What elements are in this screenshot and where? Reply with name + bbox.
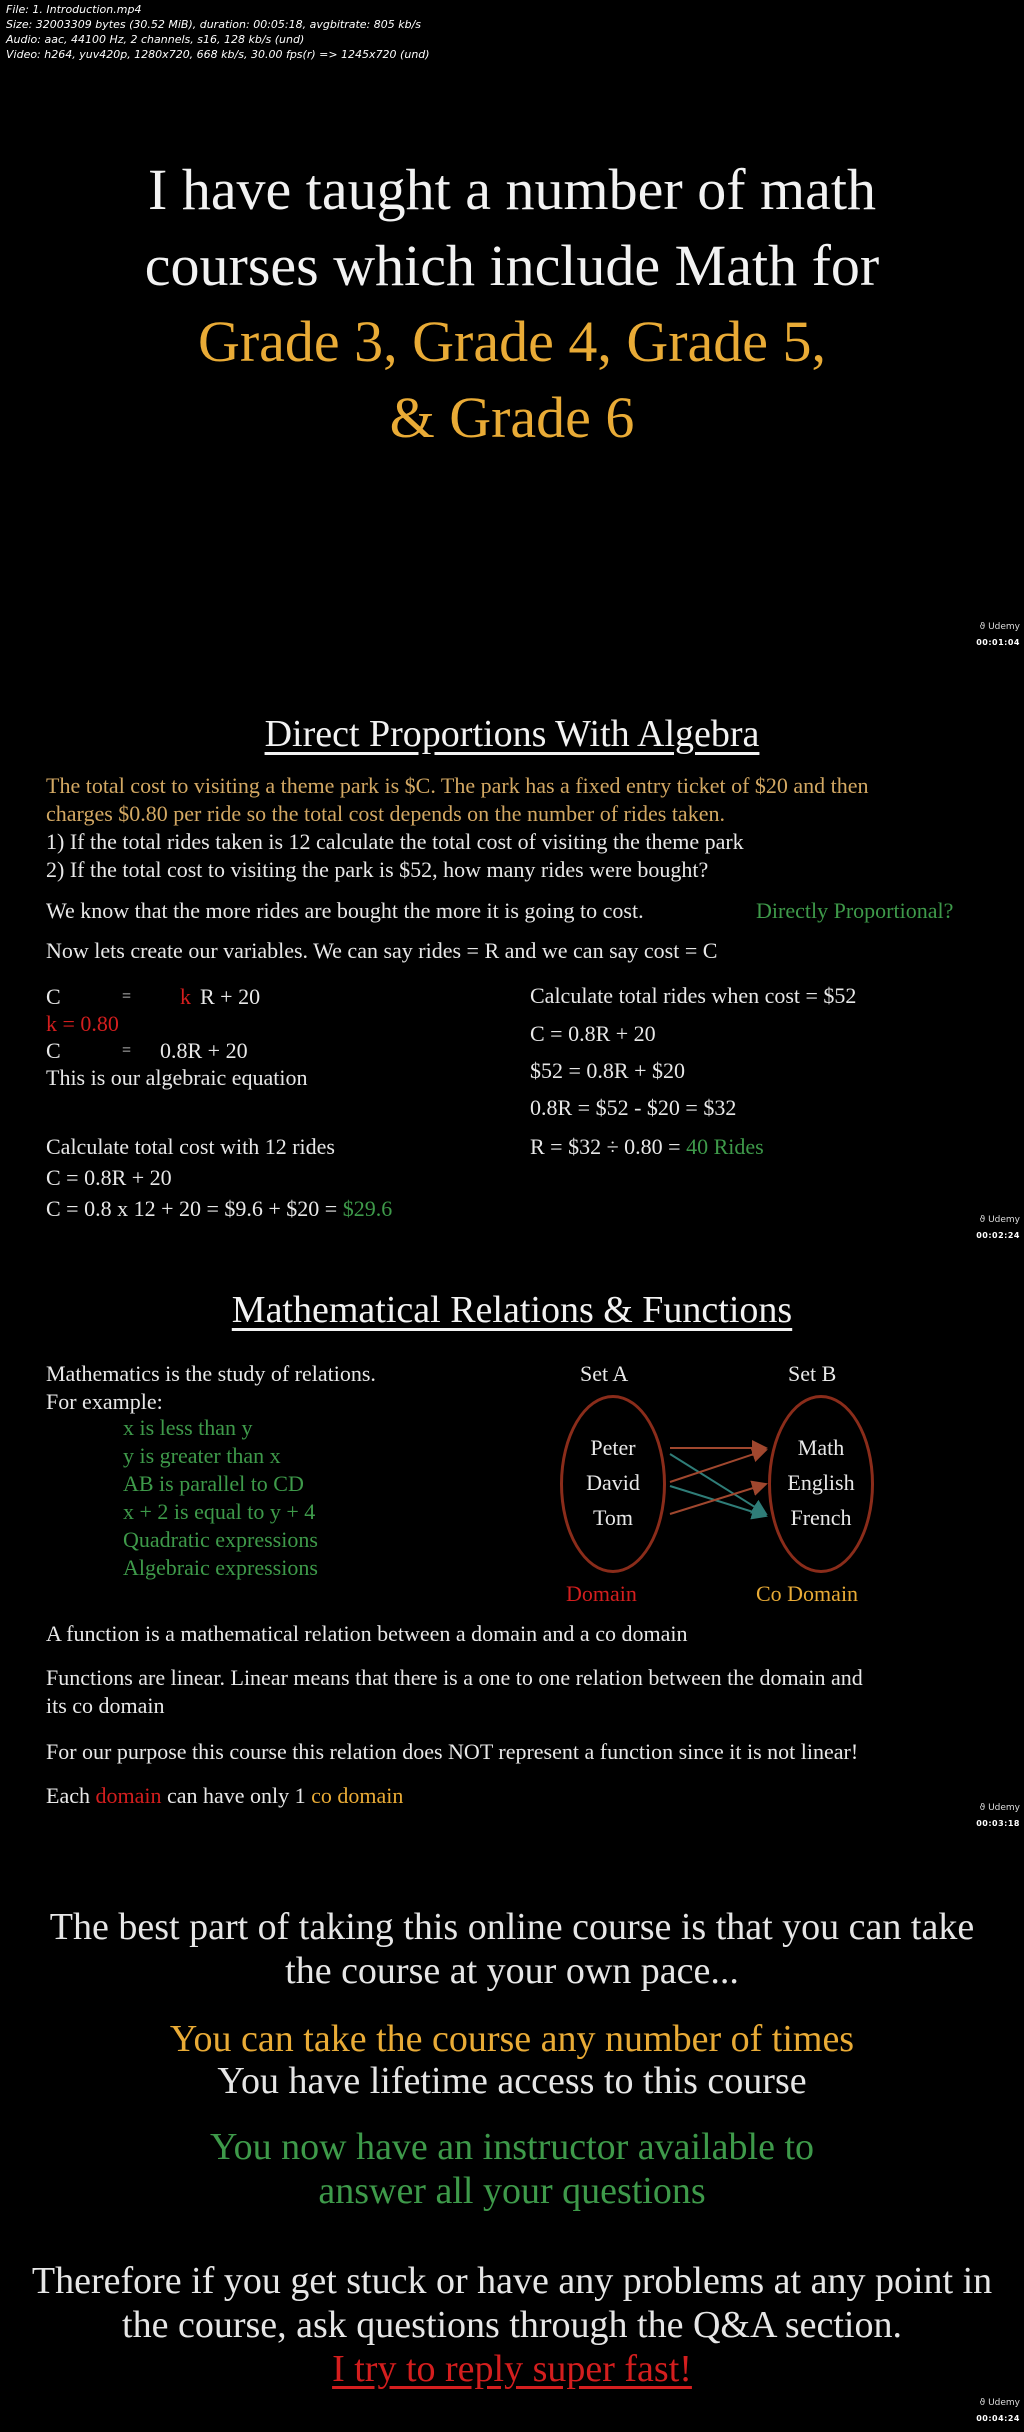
udemy-logo-icon: ϑ Udemy bbox=[979, 1803, 1020, 1813]
frame2-problem-line2: charges $0.80 per ride so the total cost depends on the number of rides taken. bbox=[46, 801, 725, 826]
frame4-line7: Therefore if you get stuck or have any problems at any point in bbox=[31, 2260, 993, 2302]
frame1-intro bbox=[0, 152, 1024, 456]
set-a-item: David bbox=[586, 1470, 640, 1495]
calc-rides-line2: $52 = 0.8R + $20 bbox=[530, 1058, 685, 1083]
file-metadata bbox=[6, 2, 430, 62]
set-a-items bbox=[560, 1430, 666, 1535]
example-item: Quadratic expressions bbox=[123, 1527, 318, 1552]
arrow-peter-french bbox=[670, 1454, 766, 1514]
frame2-question2: 2) If the total cost to visiting the park is $52, how many rides were bought? bbox=[46, 857, 709, 882]
eq1-rest: R + 20 bbox=[200, 984, 261, 1009]
example-item: x + 2 is equal to y + 4 bbox=[123, 1499, 316, 1524]
frame4-line9: I try to reply super fast! bbox=[332, 2348, 692, 2390]
codomain-label: Co Domain bbox=[756, 1581, 859, 1606]
eq2-c: C bbox=[46, 1038, 61, 1063]
frame4-line4: You have lifetime access to this course bbox=[217, 2060, 807, 2102]
domain-label: Domain bbox=[566, 1581, 637, 1606]
frame4-line2: the course at your own pace... bbox=[285, 1950, 739, 1992]
each-domain: domain bbox=[95, 1783, 162, 1808]
calc-rides-line1: C = 0.8R + 20 bbox=[530, 1021, 656, 1046]
calc-cost-answer: $29.6 bbox=[342, 1196, 393, 1221]
eq1-c: C bbox=[46, 984, 61, 1009]
each-line: Each domain can have only 1 co domain bbox=[46, 1783, 404, 1808]
for-example: For example: bbox=[46, 1389, 163, 1414]
meta-video: Video: h264, yuv420p, 1280x720, 668 kb/s, 30.00 fps(r) => 1245x720 (und) bbox=[6, 48, 430, 61]
frame4-timestamp: 00:04:24 bbox=[976, 2414, 1020, 2423]
calc-cost-line2: C = 0.8 x 12 + 20 = $9.6 + $20 = $29.6 bbox=[46, 1196, 393, 1221]
meta-audio: Audio: aac, 44100 Hz, 2 channels, s16, 128 kb/s (und) bbox=[6, 33, 305, 46]
frame2-directly-proportional: Directly Proportional? bbox=[756, 898, 954, 923]
eq1-k: k bbox=[180, 984, 191, 1009]
purpose-line: For our purpose this course this relation does NOT represent a function since it is not linear! bbox=[46, 1739, 859, 1764]
frame2-know: We know that the more rides are bought the more it is going to cost. bbox=[46, 898, 644, 923]
frame4-line3: You can take the course any number of times bbox=[169, 2018, 855, 2060]
frame2-problem-line1: The total cost to visiting a theme park is $C. The park has a fixed entry ticket of $20 and then bbox=[46, 773, 869, 798]
set-b-item: Math bbox=[797, 1435, 845, 1460]
relations-intro: Mathematics is the study of relations. bbox=[46, 1361, 376, 1386]
calc-rides-heading: Calculate total rides when cost = $52 bbox=[530, 983, 857, 1008]
each-codomain: co domain bbox=[311, 1783, 404, 1808]
arrow-tom-english bbox=[670, 1484, 766, 1514]
arrow-david-french bbox=[670, 1486, 766, 1516]
frame4-line1: The best part of taking this online course is that you can take bbox=[49, 1906, 975, 1948]
example-item: Algebraic expressions bbox=[123, 1555, 318, 1580]
udemy-logo-icon: ϑ Udemy bbox=[979, 1215, 1020, 1225]
frame1-watermark bbox=[960, 622, 1020, 647]
function-definition: A function is a mathematical relation between a domain and a co domain bbox=[46, 1621, 688, 1646]
frame3-timestamp: 00:03:18 bbox=[976, 1819, 1020, 1828]
k-value: k = 0.80 bbox=[46, 1011, 119, 1036]
example-item: AB is parallel to CD bbox=[123, 1471, 304, 1496]
udemy-logo-icon: ϑ Udemy bbox=[979, 622, 1020, 632]
linear-line1: Functions are linear. Linear means that there is a one to one relation between the domain and bbox=[46, 1665, 863, 1690]
frame3-title: Mathematical Relations & Functions bbox=[231, 1289, 793, 1331]
meta-file: File: 1. Introduction.mp4 bbox=[6, 3, 142, 16]
frame1-timestamp: 00:01:04 bbox=[976, 638, 1020, 647]
calc-cost-line1: C = 0.8R + 20 bbox=[46, 1165, 172, 1190]
set-b-label: Set B bbox=[788, 1361, 837, 1386]
frame3-watermark bbox=[960, 1803, 1020, 1828]
frame2-variables: Now lets create our variables. We can say rides = R and we can say cost = C bbox=[46, 938, 718, 963]
algebraic-equation-label: This is our algebraic equation bbox=[46, 1065, 308, 1090]
eq2-rest: 0.8R + 20 bbox=[160, 1038, 248, 1063]
set-b-item: English bbox=[787, 1470, 855, 1495]
frame1-line1: I have taught a number of math bbox=[148, 157, 876, 222]
calc-rides-answer: 40 Rides bbox=[686, 1134, 764, 1159]
frame4-line6: answer all your questions bbox=[318, 2170, 706, 2212]
frame2-title: Direct Proportions With Algebra bbox=[264, 713, 760, 755]
example-item: x is less than y bbox=[123, 1415, 253, 1440]
set-b-item: French bbox=[790, 1505, 852, 1530]
linear-line2: its co domain bbox=[46, 1693, 165, 1718]
example-item: y is greater than x bbox=[123, 1443, 281, 1468]
frame2-timestamp: 00:02:24 bbox=[976, 1231, 1020, 1240]
meta-size: Size: 32003309 bytes (30.52 MiB), duration: 00:05:18, avgbitrate: 805 kb/s bbox=[6, 18, 422, 31]
set-b-items bbox=[768, 1430, 874, 1535]
frame1-line4: & Grade 6 bbox=[389, 385, 635, 450]
frame2-watermark bbox=[960, 1215, 1020, 1240]
frame4-watermark bbox=[960, 2398, 1020, 2423]
eq2-equals: = bbox=[122, 1042, 132, 1059]
frame1-line3: Grade 3, Grade 4, Grade 5, bbox=[197, 309, 827, 374]
eq1-equals: = bbox=[122, 988, 132, 1005]
frame4-line5: You now have an instructor available to bbox=[209, 2126, 814, 2168]
calc-cost-heading: Calculate total cost with 12 rides bbox=[46, 1134, 335, 1159]
examples-list bbox=[123, 1414, 318, 1582]
calc-rides-line3: 0.8R = $52 - $20 = $32 bbox=[530, 1095, 737, 1120]
udemy-logo-icon: ϑ Udemy bbox=[979, 2398, 1020, 2408]
arrow-david-math bbox=[670, 1450, 766, 1482]
calc-rides-line4: R = $32 ÷ 0.80 = 40 Rides bbox=[530, 1134, 764, 1159]
set-a-item: Tom bbox=[592, 1505, 633, 1530]
frame1-line2: courses which include Math for bbox=[144, 233, 880, 298]
frame4-line8: the course, ask questions through the Q&A section. bbox=[122, 2304, 902, 2346]
set-a-label: Set A bbox=[580, 1361, 629, 1386]
set-a-item: Peter bbox=[590, 1435, 636, 1460]
relation-arrows bbox=[666, 1430, 776, 1540]
frame2-question1: 1) If the total rides taken is 12 calculate the total cost of visiting the theme park bbox=[46, 829, 744, 854]
